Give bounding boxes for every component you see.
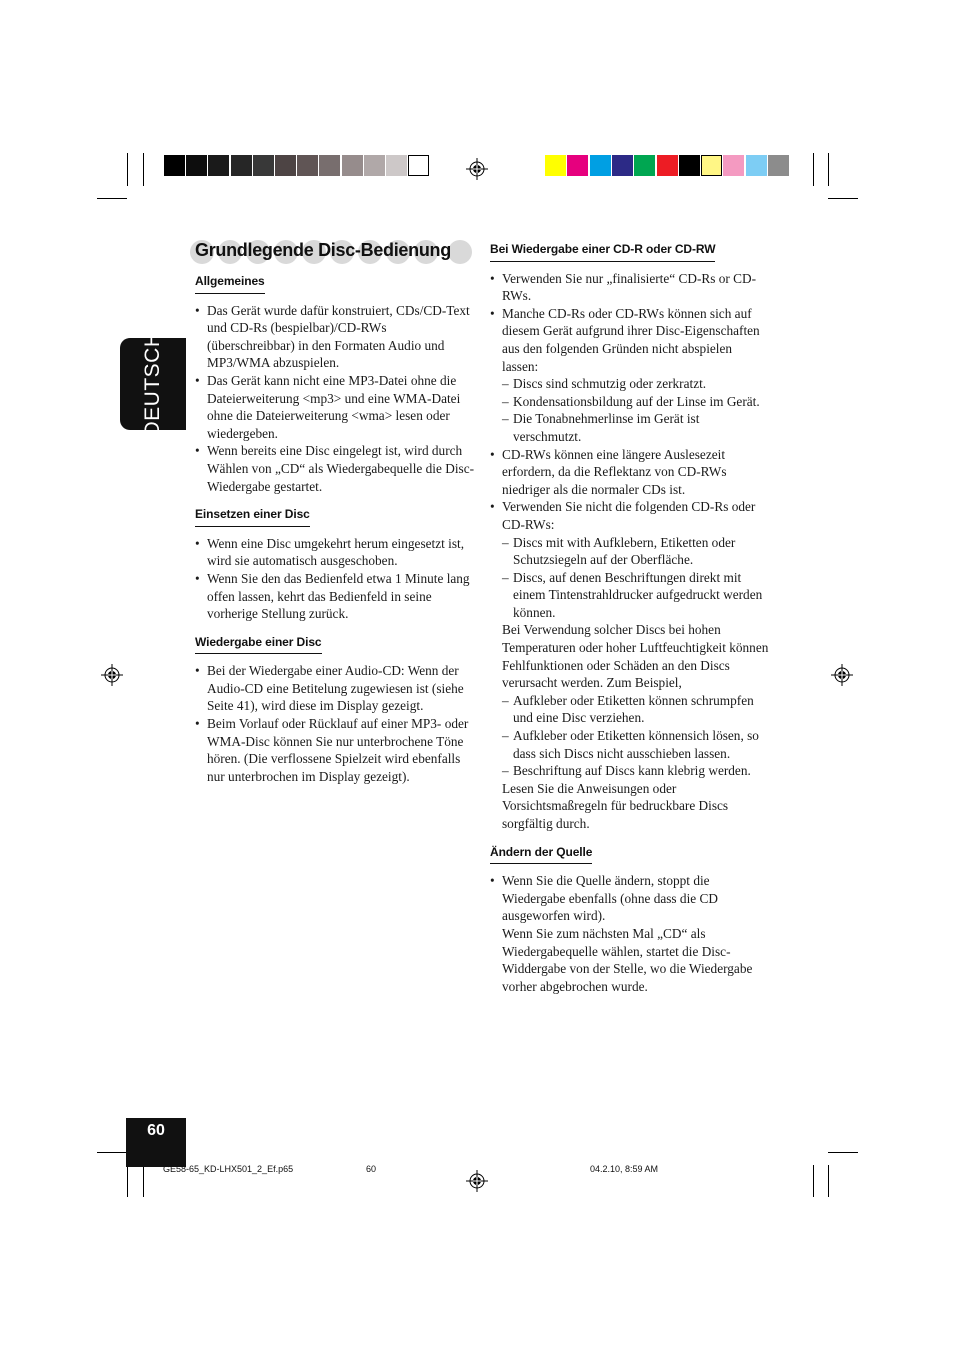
color-swatch (545, 155, 566, 176)
section-heading: Allgemeines (195, 273, 265, 294)
dash-item: – Discs mit with Aufklebern, Etiketten oder Schutzsiegeln auf der Oberfläche. (502, 534, 770, 569)
color-swatch (679, 155, 700, 176)
footer-page: 60 (366, 1164, 377, 1174)
section-playback (195, 633, 475, 786)
crop-mark (97, 1152, 127, 1153)
registration-mark-icon (831, 664, 853, 686)
crop-mark (143, 153, 144, 186)
list-item: • Beim Vorlauf oder Rücklauf auf einer MP3- oder WMA-Disc können Sie nur unterbrochene Töne hören. (Die verflossene Spielzeit wird ebenfalls nur unterbrochen im Display gezeigt). (195, 715, 475, 785)
list-item-text: Wenn Sie die Quelle ändern, stoppt die Wiedergabe ebenfalls (ohne dass die CD ausgeworfen wird). (502, 873, 718, 924)
dash-item: – Die Tonabnehmerlinse im Gerät ist verschmutzt. (502, 410, 770, 445)
crop-mark (828, 198, 858, 199)
language-tab-label: DEUTSCH (141, 331, 164, 437)
crop-mark (813, 1165, 814, 1197)
dash-item: – Aufkleber oder Etiketten könnensich lösen, so dass sich Discs nicht ausschieben lassen. (502, 727, 770, 762)
section-change-source (490, 843, 770, 996)
dash-item: – Discs sind schmutzig oder zerkratzt. (502, 375, 770, 393)
list-item-text: Manche CD-Rs oder CD-RWs können sich auf diesem Gerät aufgrund ihrer Disc-Eigenschaften aus den folgenden Gründen nicht abspielen lassen: (502, 305, 760, 374)
color-swatch (612, 155, 633, 176)
list-item (490, 498, 770, 832)
crop-mark (97, 198, 127, 199)
color-swatch (701, 155, 722, 176)
color-swatch (231, 155, 252, 176)
footer-filename: GE58-65_KD-LHX501_2_Ef.p65 (163, 1164, 294, 1174)
color-swatch (408, 155, 429, 176)
paragraph: Lesen Sie die Anweisungen oder Vorsichtsmaßregeln für bedruckbare Discs sorgfältig durch. (502, 780, 729, 831)
dash-item: – Discs, auf denen Beschriftungen direkt mit einem Tintenstrahldrucker aufgedruckt werden können. (502, 569, 770, 622)
section-heading: Wiedergabe einer Disc (195, 634, 322, 655)
dash-item: – Beschriftung auf Discs kann klebrig werden. (502, 762, 770, 780)
crop-mark (127, 153, 128, 186)
color-swatch (634, 155, 655, 176)
crop-mark (143, 1165, 144, 1197)
registration-mark-icon (466, 1170, 488, 1192)
section-cdr-cdrw (490, 240, 770, 833)
color-swatch (319, 155, 340, 176)
list-item: • CD-RWs können eine längere Auslesezeit erfordern, da die Reflektanz von CD-RWs niedriger als die normaler CDs ist. (490, 446, 770, 499)
crop-mark (828, 153, 829, 186)
crop-mark (127, 1165, 128, 1197)
color-swatch (590, 155, 611, 176)
section-heading: Ändern der Quelle (490, 844, 592, 865)
language-tab (120, 331, 186, 437)
dash-item: – Kondensationsbildung auf der Linse im Gerät. (502, 393, 770, 411)
color-swatch (208, 155, 229, 176)
color-swatch (723, 155, 744, 176)
color-swatch (567, 155, 588, 176)
list-item (490, 872, 770, 995)
paragraph: Bei Verwendung solcher Discs bei hohen Temperaturen oder hoher Luftfeuchtigkeit können Fehlfunktionen oder Schäden an den Discs verursacht werden. Zum Beispiel, (502, 622, 769, 691)
color-swatch (364, 155, 385, 176)
color-swatch (768, 155, 789, 176)
left-column (195, 272, 475, 795)
list-item: • Wenn Sie den das Bedienfeld etwa 1 Minute lang offen lassen, kehrt das Bedienfeld in seine vorherige Stellung zurück. (195, 570, 475, 623)
section-heading: Bei Wiedergabe einer CD-R oder CD-RW (490, 241, 715, 262)
registration-mark-icon (466, 158, 488, 180)
paragraph: Wenn Sie zum nächsten Mal „CD“ als Wiedergabequelle wählen, startet die Disc-Widdergabe von der Stelle, wo die Wiedergabe vorher abgebrochen wurde. (502, 925, 753, 994)
color-swatch (746, 155, 767, 176)
footer-datetime: 04.2.10, 8:59 AM (590, 1164, 659, 1174)
list-item: • Das Gerät kann nicht eine MP3-Datei ohne die Dateierweiterung <mp3> und eine WMA-Datei ohne die Dateierweiterung <wma> lesen oder wiedergeben. (195, 372, 475, 442)
list-item: • Das Gerät wurde dafür konstruiert, CDs/CD-Text und CD-Rs (bespielbar)/CD-RWs (überschreibbar) in den Formaten Audio und MP3/WMA abzuspielen. (195, 302, 475, 372)
color-swatch (186, 155, 207, 176)
section-general (195, 272, 475, 495)
color-swatch (253, 155, 274, 176)
registration-mark-icon (101, 664, 123, 686)
page-title: Grundlegende Disc-Bedienung (195, 240, 451, 260)
list-item: • Bei der Wiedergabe einer Audio-CD: Wenn der Audio-CD eine Betitelung zugewiesen ist (siehe Seite 41), wird diese im Display gezeigt. (195, 662, 475, 715)
page-number: 60 (147, 1122, 165, 1139)
list-item (490, 305, 770, 446)
crop-mark (828, 1152, 858, 1153)
section-insert-disc (195, 505, 475, 623)
crop-mark (813, 153, 814, 186)
color-swatch (164, 155, 185, 176)
list-item-text: Verwenden Sie nicht die folgenden CD-Rs oder CD-RWs: (502, 499, 756, 532)
list-item: • Wenn bereits eine Disc eingelegt ist, wird durch Wählen von „CD“ als Wiedergabequelle die Disc-Wiedergabe gestartet. (195, 442, 475, 495)
section-heading: Einsetzen einer Disc (195, 506, 310, 527)
list-item: • Wenn eine Disc umgekehrt herum eingesetzt ist, wird sie automatisch ausgeschoben. (195, 535, 475, 570)
color-swatch (342, 155, 363, 176)
right-column (490, 240, 770, 1005)
page-number-tab (126, 1118, 186, 1167)
dash-item: – Aufkleber oder Etiketten können schrumpfen und eine Disc verziehen. (502, 692, 770, 727)
crop-mark (828, 1165, 829, 1197)
color-swatch (275, 155, 296, 176)
color-swatch (386, 155, 407, 176)
list-item: • Verwenden Sie nur „finalisierte“ CD-Rs or CD-RWs. (490, 270, 770, 305)
color-swatch (297, 155, 318, 176)
color-swatch (657, 155, 678, 176)
